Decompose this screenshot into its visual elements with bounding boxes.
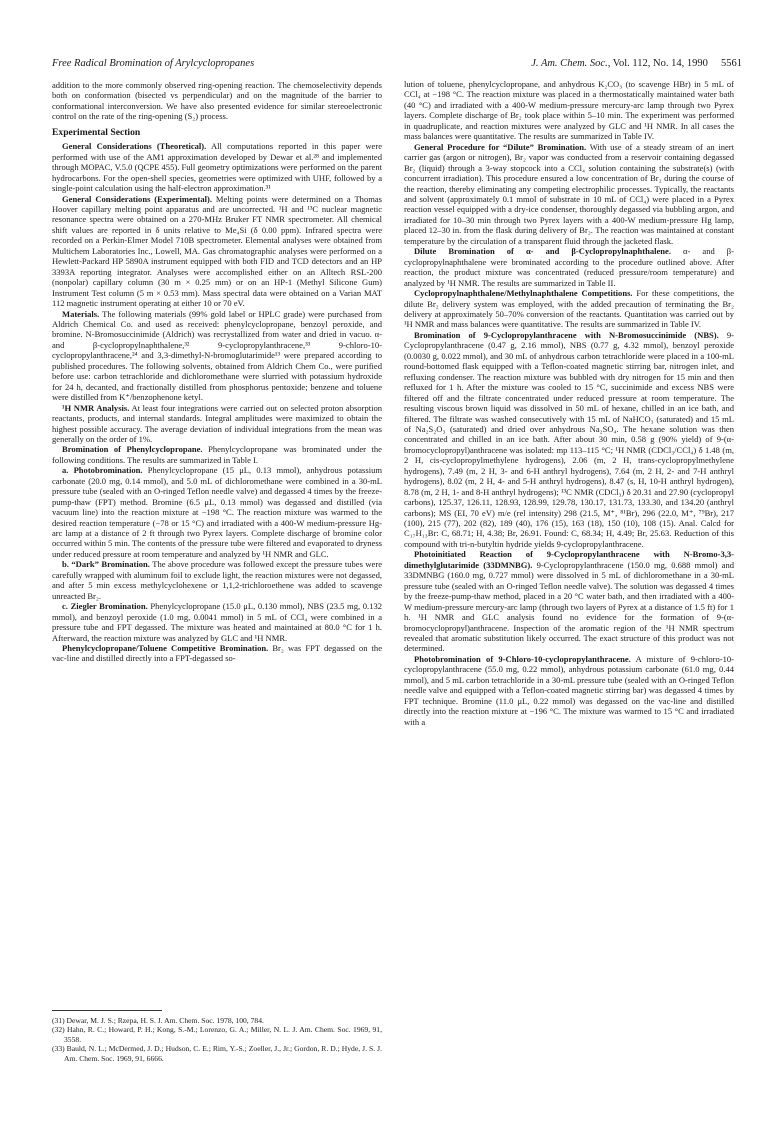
paragraph-body: Phenylcyclopropane (15 μL, 0.13 mmol), anhydrous potassium carbonate (20.0 mg, 0.14 mmol), and 5.0 mL of dichloromethane were combined in a 30-mL pressure tube (sealed with an O-ringed Teflon needle valve) and degassed 4 times by the freeze-pump-thaw (FPT) method. Bromine (6.5 μL, 0.13 mmol) was degassed and distilled (via vacuum line) into the reaction mixture at −198 °C. The reaction mixture was warmed to the desired reaction temperature (−78 or 15 °C) and irradiated with a 400-W medium-pressure Hg-arc lamp at a distance of 2 ft through two Pyrex layers. Complete discharge of bromine color occurred within 5 min. The contents of the pressure tube were filtered and evaporated to dryness under reduced pressure at room temperature and analyzed by ¹H NMR and GLC.	[52, 465, 382, 559]
paragraph-head: a. Photobromination.	[62, 465, 143, 476]
paragraph-body: Br₂ was FPT degassed on the vac-line and distilled directly into a FPT-degassed so-	[52, 643, 382, 664]
paragraph-body: Phenylcyclopropane was brominated under the following conditions. The results are summarized in Table I.	[52, 444, 382, 465]
paragraph-head: Photobromination of 9-Chloro-10-cyclopropylanthracene.	[414, 653, 631, 664]
paragraph-body: Melting points were determined on a Thomas Hoover capillary melting point apparatus and are uncorrected. ¹H and ¹³C nuclear magnetic resonance spectra were obtained on a 270-MHz Bruker FT NMR spectrometer. All chemical shift values are reported in δ units relative to Me₄Si (δ 0.00 ppm). Infrared spectra were recorded on a Perkin-Elmer Model 710B spectrometer. Elemental analyses were obtained from Multichem Laboratories Inc., Lowell, MA. Gas chromatographic analyses were performed on a Hewlett-Packard HP 5890A instrument equipped with both FID and TCD detectors and an HP 3393A reporting integrator. Analyses were accomplished either on an Alltech RSL-200 (nonpolar) capillary column (30 m × 0.25 mm) or on an HP-1 (Methyl Silicone Gum) Instrument Test column (5 m × 0.53 mm). Mass spectral data were obtained on a Varian MAT 112 magnetic instrument operating at either 10 or 70 eV.	[52, 193, 382, 309]
paragraph-head: Bromination of Phenylcyclopropane.	[62, 444, 203, 455]
footnote-divider	[52, 1010, 162, 1011]
section-title: Experimental Section	[52, 126, 141, 138]
paragraph-body: 9-Cyclopropylanthracene (0.47 g, 2.16 mmol), NBS (0.77 g, 4.32 mmol), benzoyl peroxide (0.0030 g, 0.022 mmol), and 30 mL of anhydrous carbon tetrachloride were placed in a 100-mL round-bottomed flask equipped with a Teflon-coated magnetic stirring bar, nitrogen inlet, and refluxing condenser. The reaction mixture was bubbled with dry nitrogen for 15 min and then refluxed for 1 h. After the mixture was cooled to 15 °C, succinimide and excess NBS were filtered off and the filtrate concentrated under reduced pressure at room temperature. The resulting viscous brown liquid was dissolved in 50 mL of hexane, chilled in an ice bath, and filtered. The filtrate was washed consecutively with 15 mL of NaHCO₃ (saturated) and 15 mL of Na₂S₂O₃ (saturated) and dried over anhydrous Na₂SO₄. The hexane solution was then concentrated and chilled in an ice bath. After about 30 min, 0.58 g (90% yield) of 9-(α-bromocyclopropyl)anthracene was isolated: mp 113–115 °C; ¹H NMR (CDCl₃/CCl₄) δ 1.48 (m, 2 H, cis-cyclopropylmethylene hydrogens), 2.06 (m, 2 H, trans-cyclopropylmethylene hydrogens), 7.49 (m, 2 H, 3- and 6-H anthryl hydrogens), 7.64 (m, 2 H, 2- and 7-H anthryl hydrogens), 8.02 (m, 2 H, 4- and 5-H anthryl hydrogens), 8.47 (s, H, 10-H anthryl hydrogen), 8.78 (m, 2 H, 1- and 8-H anthryl hydrogens); ¹³C NMR (CDCl₃) δ 20.31 and 27.90 (cyclopropyl carbons), 125.37, 126.11, 128.93, 128.99, 129.78, 130.17, 131.73, 133.30, and 134.20 (anthryl carbons); MS (EI, 70 eV) m/e (rel intensity) 298 (21.5, M⁺, ⁸¹Br), 296 (22.0, M⁺, ⁷⁹Br), 217 (100), 215 (77), 202 (82), 189 (40), 176 (15), 163 (18), 150 (10), 108 (15). Anal. Calcd for C₁₇H₁₃Br: C, 68.71; H, 4.38; Br, 26.91. Found: C, 68.34; H, 4.49; Br, 25.63. Reduction of this compound with tri-n-butyltin hydride yields 9-cyclopropylanthracene.	[404, 329, 734, 549]
paragraph	[52, 559, 382, 601]
right-column	[404, 79, 734, 727]
paragraph	[404, 330, 734, 550]
paragraph	[404, 142, 734, 247]
paragraph-head: b. “Dark” Bromination.	[62, 559, 150, 570]
paragraph	[52, 194, 382, 309]
paragraph	[52, 141, 382, 193]
paragraph-body: Phenylcyclopropane (15.0 μL, 0.130 mmol), NBS (23.5 mg, 0.132 mmol), and benzoyl peroxide (1.0 mg, 0.0041 mmol) in 5 mL of CCl₄ were combined in a pressure tube and FPT degassed. The mixture was heated and maintained at 80.0 °C for 1 h. Afterward, the reaction mixture was analyzed by GLC and ¹H NMR.	[52, 601, 382, 643]
paragraph	[52, 444, 382, 465]
footnotes	[52, 1016, 382, 1063]
journal-header	[531, 58, 742, 69]
paragraph: lution of toluene, phenylcyclopropane, and anhydrous K₂CO₃ (to scavenge HBr) in 5 mL of CCl₄ at −198 °C. The reaction mixture was placed in a thermostatically maintained water bath (40 °C) and irradiated with a 400-W medium-pressure mercury-arc lamp through two Pyrex layers. Complete discharge of Br₂ took place within 5–10 min. The experiment was performed in quadruplicate, and reaction mixtures were analyzed by GLC and ¹H NMR. In all cases the mass balances were quantitative. The results are summarized in Table IV.	[404, 79, 734, 142]
paragraph-head: Dilute Bromination of α- and β-Cyclopropylnaphthalene.	[414, 246, 671, 257]
paragraph	[52, 601, 382, 643]
footnote: (33) Bauld, N. L.; McDermed, J. D.; Hudson, C. E.; Rim, Y.-S.; Zoeller, J., Jr.; Gordon, R. D.; Hyde, J. S. J. Am. Chem. Soc. 1969, 91, 6666.	[52, 1044, 382, 1063]
paragraph-body: For these competitions, the dilute Br₂ delivery system was employed, with the added precaution of terminating the Br₂ delivery at approximately 50–70% conversion of the reactants. Quantitation was carried out by ¹H NMR and mass balances were quantitative. The results are summarized in Table IV.	[404, 288, 734, 330]
paragraph-body: 9-Cyclopropylanthracene (150.0 mg, 0.688 mmol) and 33DMNBG (160.0 mg, 0.727 mmol) were dissolved in 5 mL of dichloromethane in a 30-mL pressure tube (sealed with an O-ringed Teflon needle valve). The solution was degassed 4 times by the freeze-pump-thaw method, placed in a 20 °C water bath, and then irradiated with a 400-W medium-pressure mercury-arc lamp (through two layers of Pyrex at a distance of 1.5 ft) for 1 h. ¹H NMR and GLC analysis found no evidence for the formation of 9-(α-bromocyclopropyl)anthracene. Inspection of the aromatic region of the ¹H NMR spectrum revealed that aromatic substitution likely occurred. The exact structure of this product was not determined.	[404, 559, 734, 654]
paragraph	[404, 549, 734, 654]
paragraph-body: The following materials (99% gold label or HPLC grade) were purchased from Aldrich Chemical Co. and used as received: phenylcyclopropane, benzoyl peroxide, and bromine. N-Bromosuccinimide (Aldrich) was recrystallized from water and dried in vacuo. α- and β-cyclopropylnaphthalene,³² 9-cyclopropylanthracene,³³ 9-chloro-10-cyclopropylanthracene,²⁴ and 3,3-dimethyl-N-bromoglutarimide¹³ were prepared according to published procedures. The following solvents, obtained from Aldrich Chem Co., were purified before use: carbon tetrachloride and dichloromethane were slurried with potassium hydroxide for 24 h, decanted, and fractionally distilled from phosphorus pentoxide; benzene and toluene were distilled from K⁺/benzophenone ketyl.	[52, 308, 382, 403]
paragraph-head: Phenylcyclopropane/Toluene Competitive Bromination.	[62, 643, 269, 654]
journal-name: J. Am. Chem. Soc.,	[531, 58, 611, 69]
paragraph-head: Bromination of 9-Cyclopropylanthracene with N-Bromosuccinimide (NBS).	[414, 329, 719, 340]
paragraph	[404, 654, 734, 727]
paragraph-body: The above procedure was followed except the pressure tubes were carefully wrapped with aluminum foil to exclude light, the reaction mixtures were not degassed, and after 5 min excess methylcyclohexene or 1,1,2-trichloroethene was added to scavenge unreacted Br₂.	[52, 559, 382, 601]
paragraph-head: General Procedure for “Dilute” Bromination.	[414, 141, 587, 152]
footnote: (32) Hahn, R. C.; Howard, P. H.; Kong, S.-M.; Lorenzo, G. A.; Miller, N. L. J. Am. Chem. Soc. 1969, 91, 3558.	[52, 1025, 382, 1044]
paragraph	[52, 403, 382, 445]
paragraph-head: General Considerations (Theoretical).	[62, 141, 207, 152]
paragraph	[52, 643, 382, 664]
paragraph-body: All computations reported in this paper were performed with use of the AM1 approximation developed by Dewar et al.²⁸ and implemented through MOPAC, V.5.0 (QCPE 455). Full geometry optimizations were performed on the parent hydrocarbons. For the open-shell species, geometries were optimized with UHF, followed by a single-point calculation using the half-electron approximation.³¹	[52, 141, 382, 194]
intro-paragraph: addition to the more commonly observed ring-opening reaction. The chemoselectivity depends both on conformation (bisected vs perpendicular) and on the magnitude of the barrier to conformational interconversion. We have also presented evidence for similar stereoelectronic control on the rate of the ring-opening (S₂) process.	[52, 80, 382, 122]
paragraph-body: α- and β-cyclopropylnaphthalene were brominated according to the procedure outlined above. After reaction, the product mixture was concentrated (reduced pressure/room temperature) and analyzed by ¹H NMR. The results are summarized in Table II.	[404, 246, 734, 288]
page-number: 5561	[721, 58, 742, 69]
paragraph-body: A mixture of 9-chloro-10-cyclopropylanthracene (55.0 mg, 0.22 mmol), anhydrous potassium carbonate (61.0 mg, 0.44 mmol), and 5 mL carbon tetrachloride in a 30-mL pressure tube (sealed with an O-ringed Teflon needle valve and equipped with a Teflon-coated magnetic stirring bar) was degassed 4 times by FPT technique. Bromine (11.0 μL, 0.22 mmol) was degassed on the vac-line and distilled directly into the reaction mixture at −196 °C. The mixture was warmed to 15 °C and irradiated with a	[404, 653, 734, 727]
footnote: (31) Dewar, M. J. S.; Rzepa, H. S. J. Am. Chem. Soc. 1978, 100, 784.	[52, 1016, 264, 1025]
paragraph-head: Cyclopropylnaphthalene/Methylnaphthalene Competitions.	[414, 288, 633, 299]
paragraph	[404, 288, 734, 330]
paragraph	[52, 465, 382, 559]
paragraph-head: Materials.	[62, 308, 100, 319]
paragraph	[52, 309, 382, 403]
paragraph-head: General Considerations (Experimental).	[62, 193, 212, 204]
paragraph-body: With use of a steady stream of an inert carrier gas (argon or nitrogen), Br₂ vapor was conducted from a reservoir containing degassed Br₂ (liquid) through a 3-way stopcock into a CCl₄ solution containing the substrate(s) (with concurrent irradiation). This procedure ensured a low concentration of Br₂ during the course of the reaction, thereby eliminating any competing electrophilic processes. Typically, the reactants and solvent (approximately 0.1 mmol of substrate in 10 mL of CCl₄) were placed in a Pyrex reaction vessel equipped with a dry-ice condenser, thoroughly degassed via bubbling argon, and irradiated for 10–30 min through two Pyrex layers with a 400-W medium-pressure Hg lamp, placed 12–30 in. from the flask during delivery of Br₂. The reaction was maintained at constant temperature by the circulation of a transparent fluid through the jacketed flask.	[404, 141, 734, 246]
running-title: Free Radical Bromination of Arylcyclopropanes	[52, 58, 255, 69]
paragraph-head: c. Ziegler Bromination.	[62, 601, 148, 612]
paragraph	[404, 246, 734, 288]
left-column	[52, 80, 382, 664]
paragraph-head: ¹H NMR Analysis.	[62, 402, 130, 413]
paragraph-body: At least four integrations were carried out on selected proton absorption reactants, products, and internal standards. Integral amplitudes were maximized to obtain the highest possible accuracy. The average deviation of individual integrations from the mean was generally on the order of 1%.	[52, 402, 383, 444]
volume-info: Vol. 112, No. 14, 1990	[612, 58, 708, 69]
paragraph-head: Photoinitiated Reaction of 9-Cyclopropylanthracene with N-Bromo-3,3-dimethylglutarimide (33DMNBG).	[404, 549, 734, 570]
